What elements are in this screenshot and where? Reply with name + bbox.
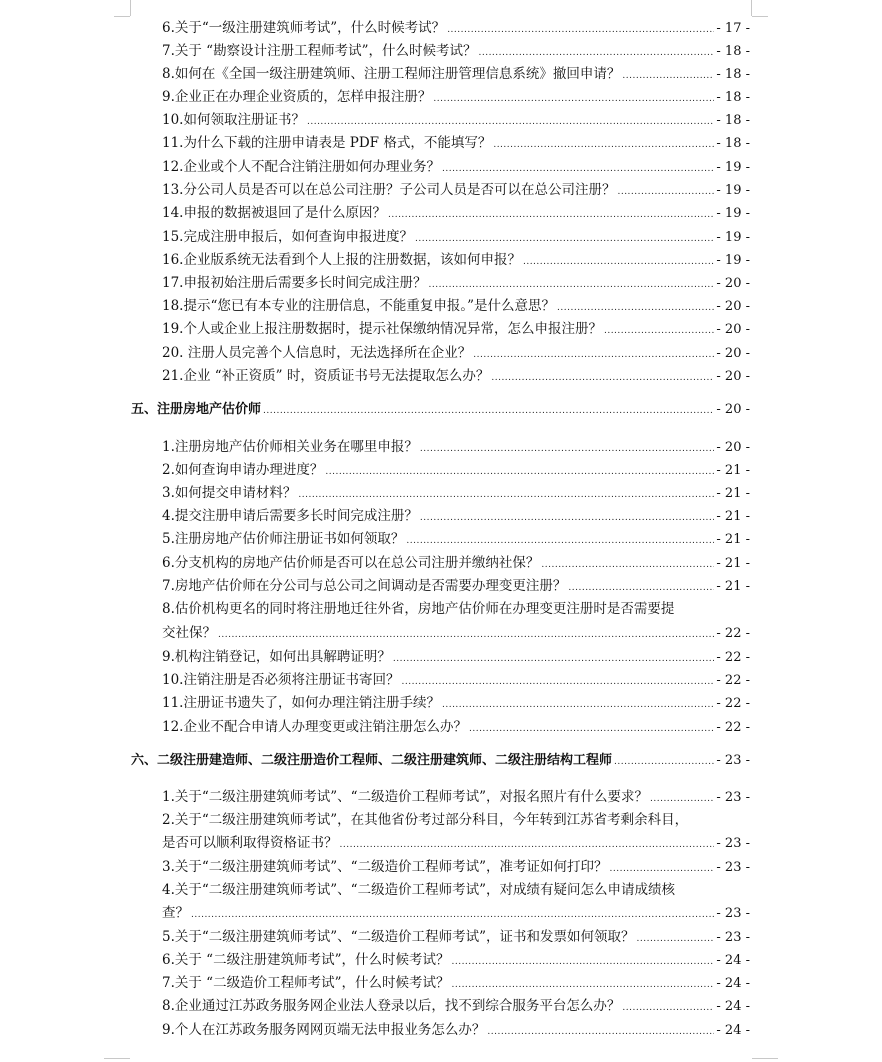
- toc-page-number: - 21 -: [716, 486, 750, 501]
- toc-entry-title: 是否可以顺利取得资格证书？: [162, 835, 338, 851]
- toc-entry[interactable]: [162, 251, 750, 271]
- toc-page-number: - 24 -: [716, 976, 750, 991]
- toc-entry[interactable]: [162, 834, 750, 854]
- toc-entry[interactable]: [162, 134, 750, 154]
- toc-section-title: 五、注册房地产估价师: [131, 402, 262, 417]
- toc-page-number: - 21 -: [716, 556, 750, 571]
- toc-entry-title: 9.机构注销登记，如何出具解聘证明？: [162, 649, 391, 665]
- toc-leader-dots: [420, 440, 715, 458]
- toc-entry-title: 8.企业通过江苏政务服务网企业法人登录以后，找不到综合服务平台怎么办？: [162, 998, 621, 1014]
- toc-page-number: - 23 -: [716, 930, 750, 945]
- toc-page-number: - 19 -: [716, 230, 750, 245]
- toc-page-number: - 22 -: [716, 650, 750, 665]
- crop-mark: [130, 0, 131, 16]
- toc-entry[interactable]: [162, 974, 750, 994]
- toc-leader-dots: [478, 44, 714, 62]
- toc-entry[interactable]: [162, 554, 750, 574]
- toc-entry-title: 12.企业或个人不配合注销注册如何办理业务？: [162, 159, 440, 175]
- toc-leader-dots: [393, 650, 715, 668]
- crop-mark: [104, 1058, 130, 1059]
- toc-entry-title: 2.如何查询申请办理进度？: [162, 462, 324, 478]
- toc-entry-title: 6.分支机构的房地产估价师是否可以在总公司注册并缴纳社保？: [162, 555, 540, 571]
- toc-page-number: - 18 -: [716, 44, 750, 59]
- toc-entry-title: 7.关于 “勘察设计注册工程师考试”，什么时候考试？: [162, 43, 477, 59]
- toc-page-number: - 20 -: [716, 276, 750, 291]
- toc-entry-title: 11.注册证书遗失了，如何办理注销注册手续？: [162, 695, 440, 711]
- toc-entry[interactable]: [162, 344, 750, 364]
- toc-entry-title: 21.企业 “补正资质” 时，资质证书号无法提取怎么办？: [162, 368, 490, 384]
- crop-mark: [114, 16, 130, 17]
- toc-leader-dots: [263, 402, 714, 420]
- toc-entry[interactable]: [162, 19, 750, 39]
- toc-entry-title: 13.分公司人员是否可以在总公司注册？子公司人员是否可以在总公司注册？: [162, 182, 616, 198]
- toc-leader-dots: [415, 230, 714, 248]
- toc-page-number: - 23 -: [716, 836, 750, 851]
- toc-entry[interactable]: [162, 951, 750, 971]
- toc-entry[interactable]: [162, 671, 750, 691]
- toc-leader-dots: [493, 136, 714, 154]
- toc-entry[interactable]: [162, 718, 750, 738]
- crop-mark: [752, 1058, 778, 1059]
- toc-entry-title: 6.关于 “二级注册建筑师考试”，什么时候考试？: [162, 952, 450, 968]
- toc-entry[interactable]: [162, 461, 750, 481]
- toc-entry-title: 3.关于“二级注册建筑师考试”、“二级造价工程师考试”，准考证如何打印？: [162, 859, 608, 875]
- toc-page-number: - 21 -: [716, 532, 750, 547]
- toc-leader-dots: [451, 976, 714, 994]
- toc-entry-title: 16.企业版系统无法看到个人上报的注册数据，该如何申报？: [162, 252, 521, 268]
- toc-page-number: - 21 -: [716, 579, 750, 594]
- toc-entry-title: 7.关于 “二级造价工程师考试”，什么时候考试？: [162, 975, 450, 991]
- toc-page-number: - 22 -: [716, 696, 750, 711]
- toc-entry-title: 7.房地产估价师在分公司与总公司之间调动是否需要办理变更注册？: [162, 578, 567, 594]
- toc-entry-title: 20. 注册人员完善个人信息时，无法选择所在企业？: [162, 345, 472, 361]
- toc-leader-dots: [428, 276, 714, 294]
- toc-leader-dots: [340, 836, 715, 854]
- toc-entry[interactable]: [162, 158, 750, 178]
- toc-page-number: - 22 -: [716, 626, 750, 641]
- toc-entry-title: 1.注册房地产估价师相关业务在哪里申报？: [162, 439, 418, 455]
- toc-entry[interactable]: [162, 577, 750, 597]
- toc-leader-dots: [388, 206, 714, 224]
- toc-entry-title: 10.注销注册是否必须将注册证书寄回？: [162, 672, 400, 688]
- toc-entry-title: 14.申报的数据被退回了是什么原因？: [162, 205, 386, 221]
- toc-entry-title: 6.关于“一级注册建筑师考试”，什么时候考试？: [162, 20, 446, 36]
- toc-entry-title: 交社保？: [162, 625, 216, 641]
- toc-entry-title: 查？: [162, 905, 189, 921]
- toc-page-number: - 21 -: [716, 509, 750, 524]
- toc-entry-title: 19.个人或企业上报注册数据时，提示社保缴纳情况异常，怎么申报注册？: [162, 321, 602, 337]
- toc-entry-title-line1[interactable]: 8.估价机构更名的同时将注册地迁往外省，房地产估价师在办理变更注册时是否需要提: [162, 601, 675, 617]
- toc-entry-title: 8.如何在《全国一级注册建筑师、注册工程师注册管理信息系统》撤回申请？: [162, 66, 621, 82]
- toc-leader-dots: [487, 1023, 714, 1041]
- toc-leader-dots: [451, 953, 714, 971]
- toc-page-number: - 21 -: [716, 463, 750, 478]
- toc-page-number: - 24 -: [716, 1023, 750, 1038]
- toc-section-heading[interactable]: [131, 752, 750, 771]
- toc-leader-dots: [557, 299, 714, 317]
- toc-leader-dots: [447, 21, 714, 39]
- toc-leader-dots: [614, 753, 714, 771]
- toc-page-number: - 18 -: [716, 90, 750, 105]
- toc-page-number: - 20 -: [716, 369, 750, 384]
- toc-leader-dots: [406, 532, 714, 550]
- toc-entry[interactable]: [162, 274, 750, 294]
- toc-entry[interactable]: [162, 181, 750, 201]
- toc-entry-title: 3.如何提交申请材料？: [162, 485, 297, 501]
- toc-page-number: - 23 -: [716, 790, 750, 805]
- toc-leader-dots: [469, 720, 714, 738]
- crop-mark: [751, 0, 752, 16]
- toc-page-number: - 24 -: [716, 953, 750, 968]
- toc-page-number: - 18 -: [716, 67, 750, 82]
- toc-entry[interactable]: [162, 997, 750, 1017]
- toc-page-number: - 20 -: [716, 299, 750, 314]
- toc-leader-dots: [650, 790, 714, 808]
- toc-entry-title: 11.为什么下载的注册申请表是 PDF 格式，不能填写？: [162, 135, 492, 151]
- toc-leader-dots: [473, 346, 714, 364]
- toc-leader-dots: [604, 322, 714, 340]
- toc-entry[interactable]: [162, 624, 750, 644]
- toc-page-number: - 19 -: [716, 160, 750, 175]
- toc-entry-title-line1[interactable]: 4.关于“二级注册建筑师考试”、“二级造价工程师考试”，对成绩有疑问怎么申请成绩核: [162, 882, 675, 898]
- toc-leader-dots: [622, 67, 714, 85]
- toc-entry-title: 17.申报初始注册后需要多长时间完成注册？: [162, 275, 427, 291]
- toc-entry[interactable]: [162, 694, 750, 714]
- toc-entry[interactable]: [162, 42, 750, 62]
- toc-leader-dots: [610, 860, 715, 878]
- toc-page-number: - 22 -: [716, 673, 750, 688]
- toc-leader-dots: [568, 579, 714, 597]
- toc-entry[interactable]: [162, 297, 750, 317]
- toc-entry-title: 18.提示“您已有本专业的注册信息，不能重复申报。”是什么意思？: [162, 298, 556, 314]
- toc-entry[interactable]: [162, 858, 750, 878]
- toc-page-number: - 19 -: [716, 253, 750, 268]
- toc-section-title: 六、二级注册建造师、二级注册造价工程师、二级注册建筑师、二级注册结构工程师: [131, 753, 613, 768]
- toc-page-number: - 20 -: [716, 346, 750, 361]
- toc-leader-dots: [307, 113, 714, 131]
- crop-mark: [752, 16, 768, 17]
- toc-page-number: - 17 -: [716, 21, 750, 36]
- toc-page-number: - 24 -: [716, 999, 750, 1014]
- toc-leader-dots: [191, 906, 714, 924]
- toc-page-number: - 20 -: [716, 402, 750, 417]
- toc-leader-dots: [617, 183, 714, 201]
- toc-page-number: - 18 -: [716, 113, 750, 128]
- toc-entry-title: 12.企业不配合申请人办理变更或注销注册怎么办？: [162, 719, 467, 735]
- toc-entry[interactable]: [162, 320, 750, 340]
- toc-page-number: - 18 -: [716, 136, 750, 151]
- toc-entry-title-line1[interactable]: 2.关于“二级注册建筑师考试”，在其他省份考过部分科目，今年转到江苏省考剩余科目，: [162, 812, 689, 828]
- toc-entry-title: 15.完成注册申报后，如何查询申报进度？: [162, 229, 413, 245]
- toc-entry-title: 5.注册房地产估价师注册证书如何领取？: [162, 531, 405, 547]
- toc-entry[interactable]: [162, 1021, 750, 1041]
- toc-leader-dots: [523, 253, 714, 271]
- toc-entry[interactable]: [162, 438, 750, 458]
- toc-entry[interactable]: [162, 228, 750, 248]
- toc-page-number: - 19 -: [716, 206, 750, 221]
- toc-page-number: - 20 -: [716, 440, 750, 455]
- toc-leader-dots: [420, 509, 715, 527]
- toc-entry-title: 5.关于“二级注册建筑师考试”、“二级造价工程师考试”，证书和发票如何领取？: [162, 929, 635, 945]
- toc-entry[interactable]: [162, 530, 750, 550]
- toc-leader-dots: [298, 486, 714, 504]
- toc-leader-dots: [325, 463, 714, 481]
- toc-page-number: - 23 -: [716, 906, 750, 921]
- toc-leader-dots: [541, 556, 714, 574]
- toc-page-number: - 23 -: [716, 753, 750, 768]
- toc-entry-title: 1.关于“二级注册建筑师考试”、“二级造价工程师考试”，对报名照片有什么要求？: [162, 789, 648, 805]
- toc-entry-title: 9.个人在江苏政务服务网网页端无法申报业务怎么办？: [162, 1022, 486, 1038]
- toc-leader-dots: [401, 673, 714, 691]
- toc-entry[interactable]: [162, 65, 750, 85]
- toc-section-heading[interactable]: [131, 401, 750, 420]
- toc-entry-title: 9.企业正在办理企业资质的，怎样申报注册？: [162, 89, 432, 105]
- toc-leader-dots: [622, 999, 714, 1017]
- toc-entry[interactable]: [162, 507, 750, 527]
- toc-leader-dots: [637, 930, 715, 948]
- toc-leader-dots: [442, 160, 714, 178]
- toc-entry-title: 10.如何领取注册证书？: [162, 112, 305, 128]
- toc-leader-dots: [433, 90, 714, 108]
- toc-entry[interactable]: [162, 484, 750, 504]
- toc-page-number: - 22 -: [716, 720, 750, 735]
- toc-entry[interactable]: [162, 204, 750, 224]
- toc-leader-dots: [442, 696, 714, 714]
- toc-entry[interactable]: [162, 788, 750, 808]
- toc-page-number: - 19 -: [716, 183, 750, 198]
- toc-entry[interactable]: [162, 928, 750, 948]
- toc-entry[interactable]: [162, 367, 750, 387]
- toc-entry[interactable]: [162, 904, 750, 924]
- toc-entry[interactable]: [162, 88, 750, 108]
- toc-entry[interactable]: [162, 648, 750, 668]
- toc-entry-title: 4.提交注册申请后需要多长时间完成注册？: [162, 508, 418, 524]
- toc-leader-dots: [218, 626, 714, 644]
- toc-page-number: - 23 -: [716, 860, 750, 875]
- toc-entry[interactable]: [162, 111, 750, 131]
- toc-page-number: - 20 -: [716, 322, 750, 337]
- toc-leader-dots: [491, 369, 714, 387]
